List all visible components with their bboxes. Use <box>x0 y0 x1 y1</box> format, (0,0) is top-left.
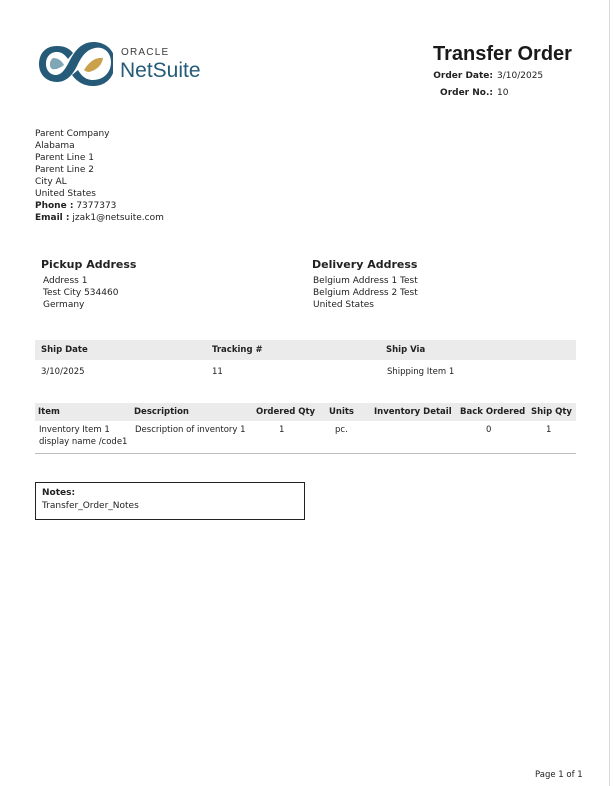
page-number: Page 1 of 1 <box>535 770 583 780</box>
ship-via-value: Shipping Item 1 <box>387 367 455 377</box>
back-ordered-header: Back Ordered <box>460 407 526 417</box>
item-ship-qty: 1 <box>546 425 552 435</box>
item-display-name: display name /code1 <box>39 437 128 447</box>
logo-netsuite-text: NetSuite <box>120 59 201 82</box>
item-back-ordered: 0 <box>486 425 492 435</box>
tracking-value: 11 <box>212 367 223 377</box>
company-name: Parent Company <box>35 129 110 139</box>
inventory-detail-header: Inventory Detail <box>374 407 452 417</box>
company-city: City AL <box>35 177 67 187</box>
company-email <box>35 212 164 224</box>
infinity-logo-icon <box>37 42 113 86</box>
email-value: jzak1@netsuite.com <box>72 213 164 223</box>
pickup-line: Test City 534460 <box>43 288 119 298</box>
document-title: Transfer Order <box>433 43 572 65</box>
company-phone <box>35 200 164 212</box>
page-edge <box>609 0 610 786</box>
company-state: Alabama <box>35 141 75 151</box>
notes-box <box>35 482 305 520</box>
phone-label: Phone : <box>35 201 74 211</box>
pickup-address-title: Pickup Address <box>41 258 137 271</box>
table-row <box>35 421 576 453</box>
company-line1: Parent Line 1 <box>35 153 95 163</box>
company-line2: Parent Line 2 <box>35 165 95 175</box>
delivery-address-title: Delivery Address <box>312 258 418 271</box>
item-header: Item <box>38 407 60 417</box>
notes-value: Transfer_Order_Notes <box>42 501 139 511</box>
order-date-label: Order Date: <box>433 71 493 81</box>
company-country: United States <box>35 189 96 199</box>
item-name: Inventory Item 1 <box>39 425 110 435</box>
delivery-line: Belgium Address 2 Test <box>313 288 418 298</box>
ship-qty-header: Ship Qty <box>531 407 572 417</box>
delivery-address-lines <box>313 275 418 311</box>
item-ordered-qty: 1 <box>279 425 285 435</box>
company-address <box>35 128 164 224</box>
item-units: pc. <box>335 425 348 435</box>
email-label: Email : <box>35 213 70 223</box>
items-bottom-rule <box>35 453 576 454</box>
logo-oracle-text: ORACLE <box>121 47 170 58</box>
shipping-header-band <box>35 340 576 360</box>
pickup-line: Germany <box>43 300 85 310</box>
netsuite-logo <box>37 42 207 86</box>
pickup-address-lines <box>43 275 118 311</box>
item-description: Description of inventory 1 <box>135 425 246 435</box>
units-header: Units <box>329 407 354 417</box>
order-no-label: Order No.: <box>440 88 493 98</box>
delivery-line: Belgium Address 1 Test <box>313 276 418 286</box>
ship-date-header: Ship Date <box>41 345 88 355</box>
order-no-value: 10 <box>497 88 509 98</box>
delivery-line: United States <box>313 300 374 310</box>
notes-label: Notes: <box>42 488 76 498</box>
tracking-header: Tracking # <box>212 345 263 355</box>
ship-date-value: 3/10/2025 <box>41 367 85 377</box>
pickup-line: Address 1 <box>43 276 88 286</box>
description-header: Description <box>134 407 189 417</box>
order-date-value: 3/10/2025 <box>497 71 544 81</box>
phone-value: 7377373 <box>76 201 117 211</box>
ordered-qty-header: Ordered Qty <box>256 407 316 417</box>
ship-via-header: Ship Via <box>386 345 426 355</box>
